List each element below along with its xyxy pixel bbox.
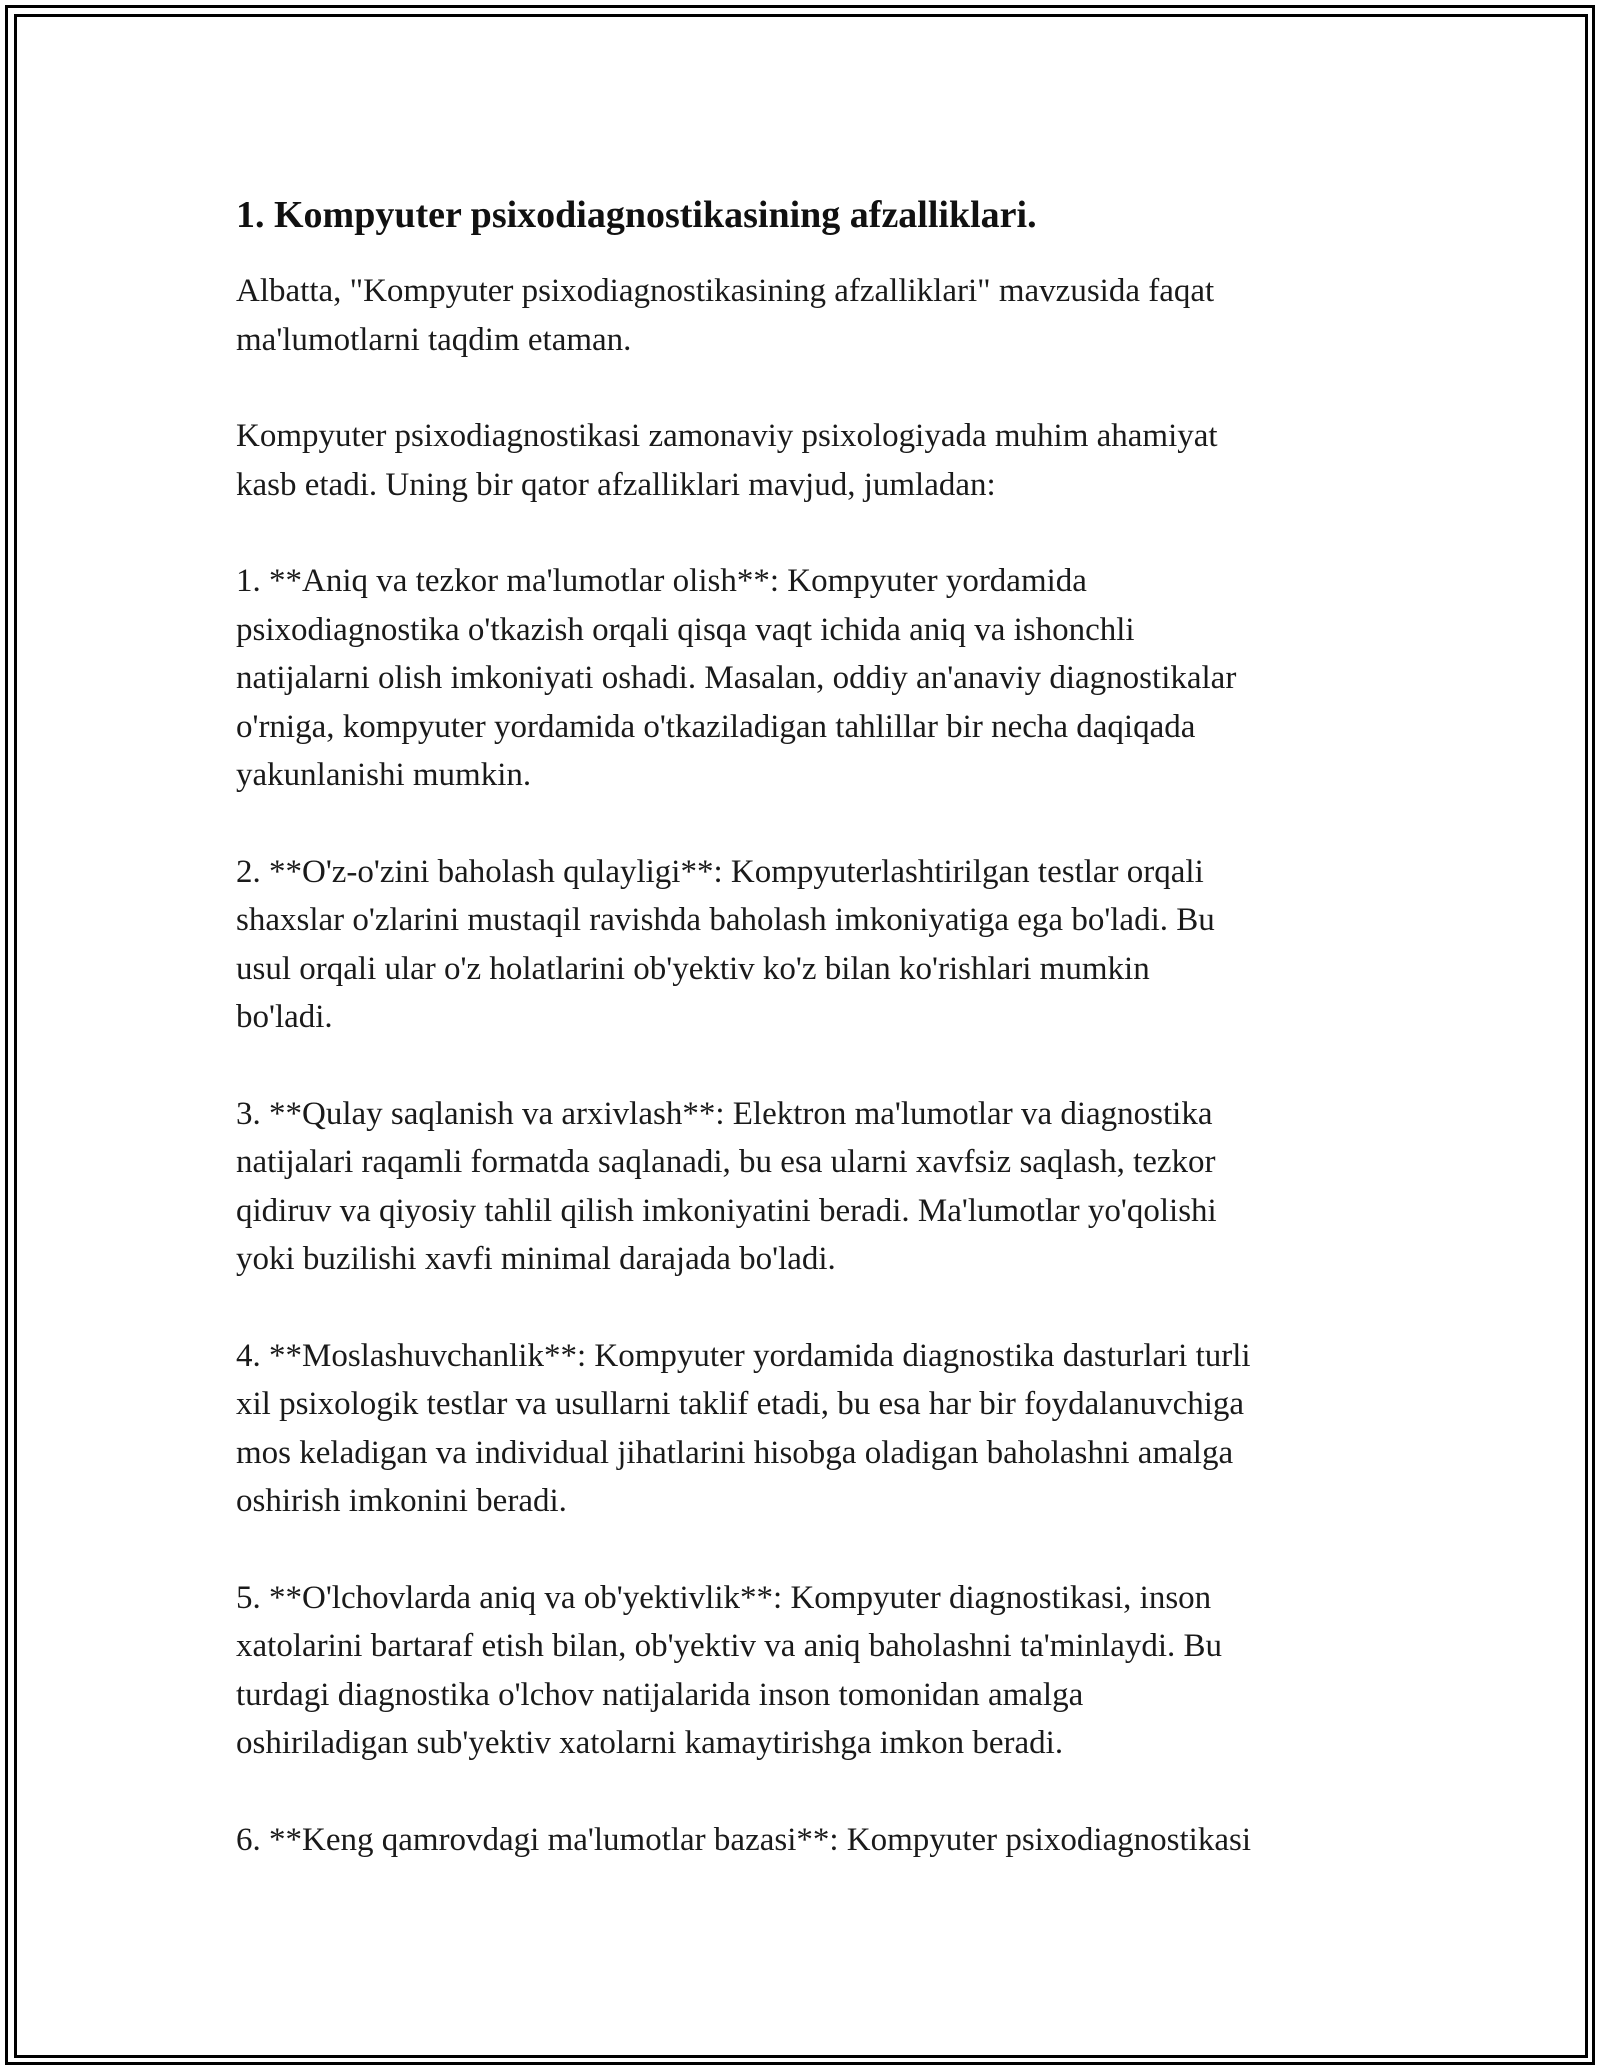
list-item-2: 2. **O'z-o'zini baholash qulayligi**: Kompyuterlashtirilgan testlar orqali shaxslar o'zlarini mustaqil ravishda baholash imkoniyatiga ega bo'ladi. Bu usul orqali ular o'z holatlarini ob'yektiv ko'z bilan ko'rishlari mumkin bo'ladi. [236, 853, 1215, 1035]
list-item-3: 3. **Qulay saqlanish va arxivlash**: Elektron ma'lumotlar va diagnostika natijalari raqamli formatda saqlanadi, bu esa ularni xavfsiz saqlash, tezkor qidiruv va qiyosiy tahlil qilish imkoniyatini beradi. Ma'lumotlar yo'qolishi yoki buzilishi xavfi minimal darajada bo'ladi. [236, 1095, 1217, 1277]
paragraph-overview: Kompyuter psixodiagnostikasi zamonaviy psixologiyada muhim ahamiyat kasb etadi. Uning bir qator afzalliklari mavjud, jumladan: [236, 418, 1218, 503]
list-item-6: 6. **Keng qamrovdagi ma'lumotlar bazasi**: Kompyuter psixodiagnostikasi [236, 1821, 1252, 1858]
document-title: 1. Kompyuter psixodiagnostikasining afzalliklari. [236, 194, 1037, 236]
list-item-5: 5. **O'lchovlarda aniq va ob'yektivlik**: Kompyuter diagnostikasi, inson xatolarini bartaraf etish bilan, ob'yektiv va aniq baholashni ta'minlaydi. Bu turdagi diagnostika o'lchov natijalarida inson tomonidan amalga oshiriladigan sub'yektiv xatolarni kamaytirishga imkon beradi. [236, 1579, 1223, 1761]
document-body [236, 185, 1386, 1912]
paragraph-intro: Albatta, "Kompyuter psixodiagnostikasining afzalliklari" mavzusida faqat ma'lumotlarni taqdim etaman. [236, 273, 1215, 358]
list-item-1: 1. **Aniq va tezkor ma'lumotlar olish**: Kompyuter yordamida psixodiagnostika o'tkazish orqali qisqa vaqt ichida aniq va ishonchli natijalarni olish imkoniyati oshadi. Masalan, oddiy an'anaviy diagnostikalar o'rniga, kompyuter yordamida o'tkaziladigan tahlillar bir necha daqiqada yakunlanishi mumkin. [236, 563, 1237, 793]
list-item-4: 4. **Moslashuvchanlik**: Kompyuter yordamida diagnostika dasturlari turli xil psixologik testlar va usullarni taklif etadi, bu esa har bir foydalanuvchiga mos keladigan va individual jihatlarini hisobga oladigan baholashni amalga oshirish imkonini beradi. [236, 1337, 1251, 1519]
